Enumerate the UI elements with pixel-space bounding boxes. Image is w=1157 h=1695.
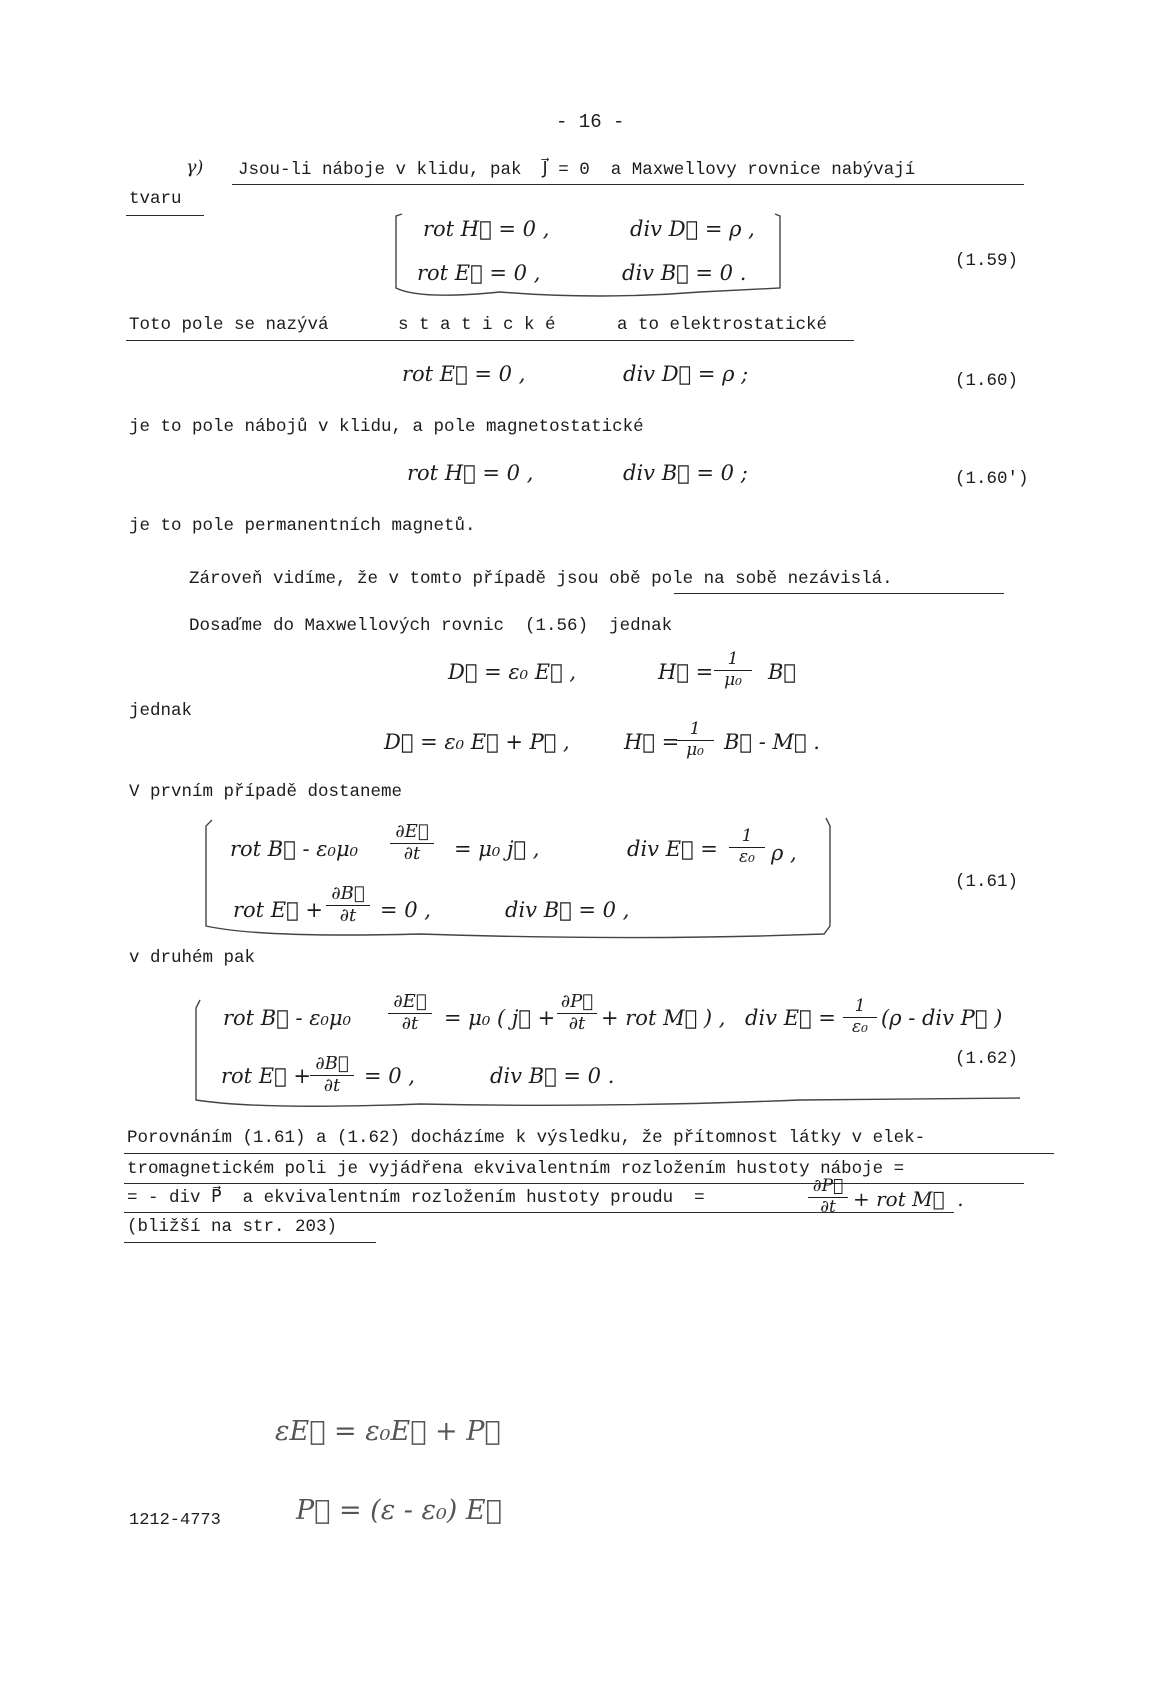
conclusion-line3b: + rot M⃗ .: [853, 1187, 964, 1211]
def1-num: 1: [727, 649, 739, 669]
eq-number-1-60: (1.60): [955, 371, 1019, 391]
eq-1-62-row1-dden: ε₀: [852, 1017, 868, 1037]
underline-independent: [674, 593, 1004, 594]
eq-1-62-row2-frac: [310, 1055, 354, 1096]
static-text-c: a to elektrostatické: [617, 315, 828, 335]
eq-1-62-row1-e: (ρ - div P⃗ ): [881, 1006, 1003, 1030]
def1-right-rhs: B⃗: [768, 660, 797, 684]
eq-1-62-row1-pfrac: [557, 993, 597, 1034]
def2-left: D⃗ = ε₀ E⃗ + P⃗ ,: [384, 730, 570, 754]
eq-1-61-row1-num: ∂E⃗: [395, 821, 429, 842]
eq-1-59-row1-right: div D⃗ = ρ ,: [630, 217, 755, 241]
footer-code: 1212-4773: [129, 1511, 221, 1530]
eq-1-62-row1-a: rot B⃗ - ε₀μ₀: [223, 1006, 352, 1030]
eq-1-61-row1-b: = μ₀ j⃗ ,: [454, 837, 540, 861]
eq-number-1-62: (1.62): [955, 1049, 1019, 1069]
eq-1-61-row1-a: rot B⃗ - ε₀μ₀: [230, 837, 359, 861]
eq-1-61-row1-c: div E⃗ =: [627, 837, 718, 861]
eq-1-62-row2-num: ∂B⃗: [315, 1053, 349, 1074]
conclusion-num: ∂P⃗: [812, 1176, 844, 1196]
eq-1-62-row1-dfrac: [843, 998, 877, 1037]
brace-1-62: [0, 0, 10, 10]
eq-1-61-row1-cfrac: [729, 828, 765, 867]
underline-reference: [124, 1242, 376, 1243]
def2-right-lhs: H⃗ =: [624, 730, 680, 754]
handwritten-line1: εE⃗ = ε₀E⃗ + P⃗: [275, 1416, 501, 1447]
section-intro-line1: Jsou-li náboje v klidu, pak J⃗ = 0 a Maxwellovy rovnice nabývají: [238, 160, 916, 180]
page-number: - 16 -: [556, 111, 625, 133]
def2-den: μ₀: [686, 740, 704, 760]
eq-1-62-row1-b: = μ₀ ( j⃗ +: [444, 1006, 556, 1030]
def2-fraction: [676, 721, 714, 760]
eq-1-61-row2-frac: [326, 885, 370, 926]
def2-right-rhs: B⃗ - M⃗ .: [724, 730, 820, 754]
def1-right-lhs: H⃗ =: [658, 660, 714, 684]
text-magnets: je to pole permanentních magnetů.: [129, 516, 476, 536]
def2-num: 1: [689, 719, 701, 739]
eq-1-60p-right: div B⃗ = 0 ;: [623, 461, 748, 485]
eq-1-62-row1-pden: ∂t: [568, 1013, 586, 1034]
eq-1-62-row2-den: ∂t: [323, 1075, 341, 1096]
eq-1-61-row2-den: ∂t: [339, 905, 357, 926]
text-independent: Zároveň vidíme, že v tomto případě jsou obě pole na sobě nezávislá.: [189, 569, 893, 589]
eq-1-62-row2-b: = 0 ,: [364, 1064, 415, 1088]
def1-den: μ₀: [724, 670, 742, 690]
conclusion-den: ∂t: [820, 1197, 836, 1217]
static-text-b: s t a t i c k é: [398, 315, 556, 335]
eq-1-62-row1-num: ∂E⃗: [393, 991, 427, 1012]
eq-1-62-row2-c: div B⃗ = 0 .: [490, 1064, 615, 1088]
conclusion-line3a: = - div P⃗ a ekvivalentním rozložením hustoty proudu =: [127, 1188, 705, 1208]
eq-1-59-row2-left: rot E⃗ = 0 ,: [417, 261, 541, 285]
eq-1-61-row1-frac: [390, 823, 434, 864]
eq-1-61-row2-b: = 0 ,: [380, 898, 431, 922]
eq-1-61-row2-num: ∂B⃗: [331, 883, 365, 904]
eq-1-61-row1-cnum: 1: [741, 826, 753, 846]
eq-1-62-row1-d: div E⃗ =: [745, 1006, 836, 1030]
eq-1-60p-left: rot H⃗ = 0 ,: [407, 461, 534, 485]
eq-1-62-row1-den: ∂t: [401, 1013, 419, 1034]
eq-1-60-right: div D⃗ = ρ ;: [623, 362, 749, 386]
def1-fraction: [714, 651, 752, 690]
eq-number-1-61: (1.61): [955, 872, 1019, 892]
underline-conclusion1: [124, 1153, 1054, 1154]
text-charges: je to pole nábojů v klidu, a pole magnetostatické: [129, 417, 644, 437]
underline-tvaru: [126, 215, 204, 216]
text-substitute: Dosaďme do Maxwellových rovnic (1.56) jednak: [189, 616, 673, 636]
eq-1-62-row1-pnum: ∂P⃗: [560, 991, 594, 1012]
eq-number-1-60p: (1.60′): [955, 469, 1029, 489]
section-intro-line2: tvaru: [129, 189, 182, 209]
section-marker: γ): [186, 158, 204, 178]
underline-intro: [232, 184, 1024, 185]
handwritten-line2: P⃗ = (ε - ε₀) E⃗: [296, 1495, 502, 1526]
text-first-case: V prvním případě dostaneme: [129, 782, 403, 802]
static-text-a: Toto pole se nazývá: [129, 315, 329, 335]
underline-conclusion3: [124, 1212, 954, 1213]
eq-1-59-row2-right: div B⃗ = 0 .: [622, 261, 747, 285]
text-jednak: jednak: [129, 701, 193, 721]
eq-1-59-row1-left: rot H⃗ = 0 ,: [423, 217, 550, 241]
underline-static: [126, 340, 854, 341]
eq-1-61-row1-den: ∂t: [403, 843, 421, 864]
eq-1-62-row2-a: rot E⃗ +: [221, 1064, 311, 1088]
eq-number-1-59: (1.59): [955, 251, 1019, 271]
underline-conclusion2: [124, 1183, 1024, 1184]
eq-1-62-row1-c: + rot M⃗ ) ,: [601, 1006, 726, 1030]
eq-1-62-row1-dnum: 1: [854, 996, 866, 1016]
eq-1-60-left: rot E⃗ = 0 ,: [402, 362, 526, 386]
conclusion-line1: Porovnáním (1.61) a (1.62) docházíme k výsledku, že přítomnost látky v elek-: [127, 1128, 926, 1148]
eq-1-62-row1-frac: [388, 993, 432, 1034]
reference-text: (bližší na str. 203): [127, 1217, 338, 1237]
text-second-case: v druhém pak: [129, 948, 256, 968]
conclusion-line2: tromagnetickém poli je vyjádřena ekvivalentním rozložením hustoty náboje =: [127, 1159, 905, 1179]
eq-1-61-row1-d: ρ ,: [771, 841, 797, 865]
def1-left: D⃗ = ε₀ E⃗ ,: [448, 660, 577, 684]
eq-1-61-row2-c: div B⃗ = 0 ,: [505, 898, 630, 922]
eq-1-61-row2-a: rot E⃗ +: [233, 898, 323, 922]
eq-1-61-row1-cden: ε₀: [739, 847, 755, 867]
